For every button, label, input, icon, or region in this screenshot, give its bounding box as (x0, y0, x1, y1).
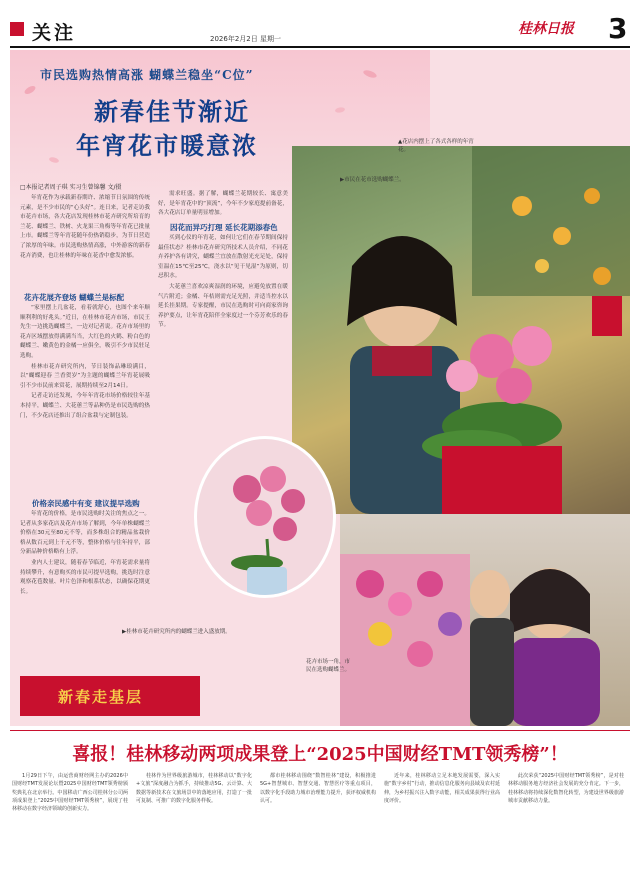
banner-new-spring (20, 676, 200, 716)
subhead-2: 价格亲民感中有变 建议提早选购 (32, 499, 140, 508)
paragraph: 买到心仪的年宵花，如何让它们在春节期间保持最佳状态？桂林市花卉研究所技术人员介绍，不同花卉养护各有讲究，蝴蝶兰宜放在散射光充足处，保持室温在15℃至25℃，浇水以“见干见湿”为原则，切忌积水。 (158, 235, 288, 280)
market-illustration (340, 514, 630, 726)
newspaper-name: 桂林日报 (518, 21, 574, 37)
paragraph: 桂林作为世界级旅游城市，桂林移动以“数字化+文旅”深度融合为抓手，持续推动5G、云计算、大数据等新技术在文旅场景中的落地应用，打造了一批可复制、可推广的数字化服务样板。 (136, 773, 252, 804)
body-column-1c (20, 510, 150, 626)
paragraph: 都市桂林移动围绕“数智桂林”建设，积极推进5G+智慧城市、智慧交通、智慧医疗等重点项目，以数字化手段助力城市治理能力提升，获评权威机构认可。 (260, 773, 376, 804)
page-header (10, 14, 630, 48)
body-column-2b (158, 234, 288, 470)
photo-woman-with-orchid (292, 146, 630, 514)
subhead-1: 花卉花展齐登场 蝴蝶兰是标配 (24, 293, 125, 302)
feature-article (10, 50, 630, 726)
paragraph: 1月29日下午，由运营商财经网主办的2026中国财经TMT发展论坛暨2025中国财经TMT领秀榜颁奖典礼在北京举行。中国移动广西公司桂林分公司两项成果登上“2025中国财经TMT领秀榜”，展现了桂林移动在数字经济领域的创新实力。 (12, 773, 128, 813)
body-column-1 (20, 194, 150, 290)
banner-text: 新春走基层 (58, 688, 144, 706)
byline: □本报记者周子琪 实习生曾锦馨 文/摄 (20, 184, 122, 191)
caption-bottom-left: 花卉市场一角，市民在选购蝴蝶兰。 (306, 659, 351, 673)
feature-title-line2: 年宵花市暖意浓 (76, 131, 258, 160)
page-number: 3 (608, 12, 628, 45)
body-column-1b (20, 304, 150, 472)
footer-title: 喜报！桂林移动两项成果登上“2025中国财经TMT领秀榜”！ (72, 744, 568, 765)
header-rule (10, 46, 630, 48)
photo-illustration (292, 146, 630, 514)
footer-column-4 (384, 772, 500, 888)
paragraph: 记者走访还发现，今年年宵花市场价格较往年基本持平，蝴蝶兰、大花蕙兰等品种仍是市民选购的热门，不少花店还推出了组合盆栽与定制包装。 (20, 393, 150, 419)
photo-flower-market (340, 514, 630, 726)
paragraph: “家里摆上几盆花，看着就舒心，也图个来年顺顺利利的好兆头。”近日，在桂林市花卉市场，市民王先生一边挑选蝴蝶兰，一边对记者说。花卉市场里的花卉区域摆放得满满当当，大红色的火鹤、粉白色的蝴蝶兰、嫩黄色的金橘一应俱全，吸引不少市民驻足选购。 (20, 305, 150, 359)
paragraph: 大花蕙兰喜欢凉爽湿润的环境，应避免放置在暖气片附近；金橘、年桔则需充足光照，并适当控水以延长挂果期。专家提醒，市民在选购时可向商家咨询养护要点，让年宵花陪伴全家度过一个芬芳欢乐的春节。 (158, 283, 288, 329)
issue-date: 2026年2月2日 星期一 (210, 35, 281, 43)
caption-top-right-2: ▶市民在花市选购蝴蝶兰。 (340, 177, 405, 183)
paragraph: 近年来，桂林移动立足本地发展需要，深入实施“数字乡村”行动，推动信息化服务向县域及农村延伸，为乡村振兴注入数字动能，相关成果获得行业高度评价。 (384, 773, 500, 804)
feature-title-line1: 新春佳节渐近 (94, 97, 250, 126)
caption-middle: ▶桂林市花卉研究所内的蝴蝶兰进入盛放期。 (122, 629, 231, 635)
footer-column-5 (508, 772, 624, 888)
paragraph: 需求旺盛。据了解，蝴蝶兰花期较长、寓意美好，是年宵花中的“顶流”，今年不少家庭提前备花，各大花店订单量明显增加。 (158, 191, 288, 217)
paragraph: 桂林市花卉研究所内，节日装饰品琳琅满目，以“蝴蝶迎春 兰香贺岁”为主题的蝴蝶兰年宵花展吸引不少市民前来赏花，展期持续至2月14日。 (20, 363, 150, 389)
paragraph: 年宵花的价格，是市民选购时关注的焦点之一。记者从多家花店及花卉市场了解到，今年单株蝴蝶兰价格在30元至80元不等，而多株组合的精品盆栽价格从数百元到上千元不等，整体价格与往年持平，部分新品种价格略有上浮。 (20, 511, 150, 556)
section-title: 关注 (32, 22, 77, 44)
footer-column-3 (260, 772, 376, 888)
footer-column-2 (136, 772, 252, 888)
paragraph: 年宵花作为承载新春期许、浓缩节日氛围的传统元素，是不少市民的“心头好”。连日来，记者走访我市花卉市场，各大花店发现桂林市花卉研究所培育的兰花、蝴蝶兰、铁树、火龙果三角梅等年宵花已批量上市。蝴蝶兰等年宵花随年份热销稳步，为节日营造了浓厚的年味。市民选购热情高涨，中外游客的新春花卉消费，也让桂林的年味在花香中愈发浓郁。 (20, 195, 150, 259)
paragraph: 此次荣获“2025中国财经TMT领秀榜”，是对桂林移动服务地方经济社会发展的充分肯定。下一步，桂林移动将持续深化数智化转型，为建设世界级旅游城市贡献移动力量。 (508, 773, 624, 804)
photo-orchid-circle (194, 436, 336, 598)
section-marker (10, 22, 24, 36)
footer-column-1 (12, 772, 128, 888)
section-divider (10, 730, 630, 731)
orchid-illustration (197, 439, 336, 598)
paragraph: 业内人士建议，随着春节临近，年宵花需求量将持续攀升，有意购买的市民可提早选购，挑选时注意观察花苞数量、叶片色泽和根系状态，以确保花期更长。 (20, 559, 150, 595)
subhead-3: 因花而异巧打理 延长花期添春色 (170, 223, 278, 232)
caption-top-right: ▲花店内摆上了各式各样的年宵花。 (398, 139, 474, 153)
feature-subtitle: 市民选购热情高涨 蝴蝶兰稳坐“C位” (40, 68, 254, 82)
